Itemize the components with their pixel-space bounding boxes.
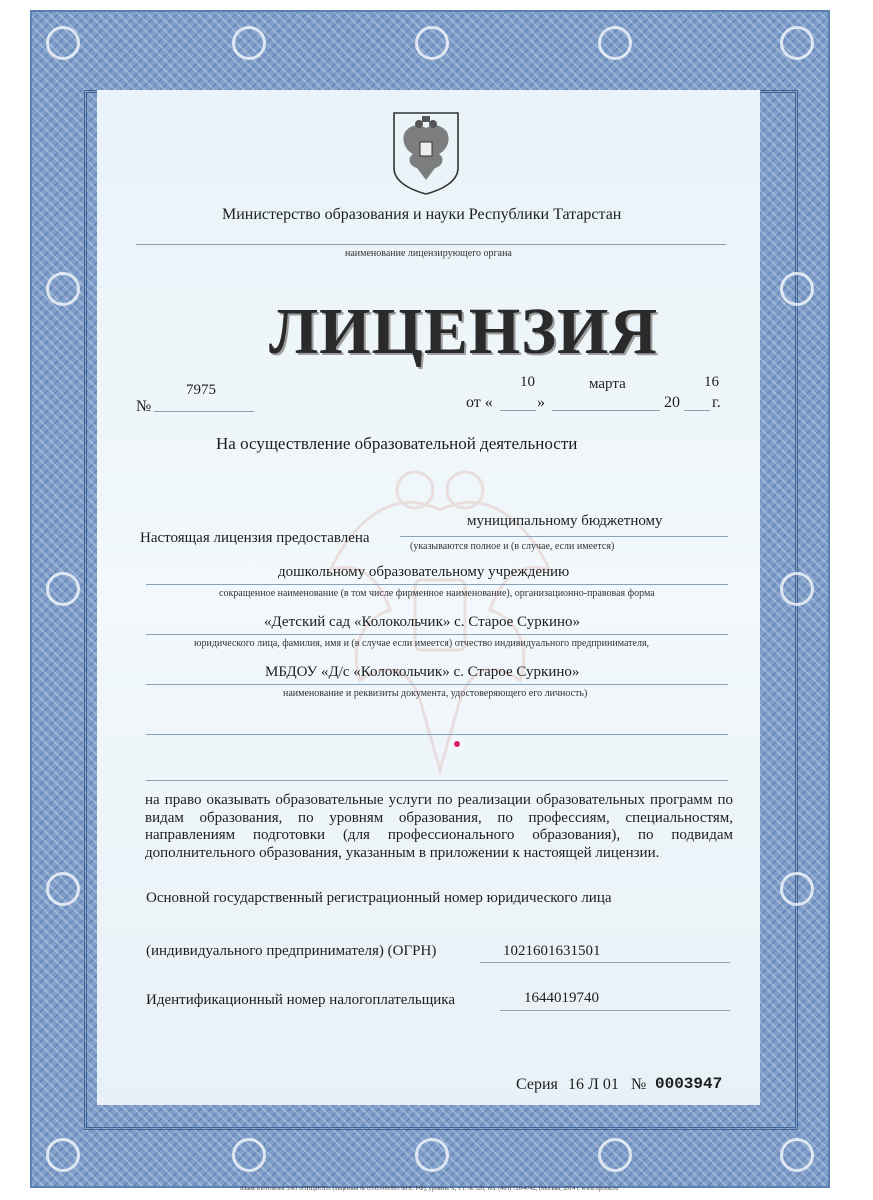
date-century: 20 <box>664 394 680 411</box>
licensee-underline-3 <box>146 634 728 635</box>
series-number: 0003947 <box>655 1075 723 1093</box>
licensee-line-1: муниципальному бюджетному <box>467 513 663 529</box>
side-ornament-icon <box>780 272 814 306</box>
rights-paragraph: на право оказывать образовательные услуги по реализации образовательных программ по видам образования, по уровням образования, по профессиям, специальностям, направлениям подготовки (для профессионального образования), по подвидам дополнительного образования, указанным в приложении к настоящей лицензии. <box>145 792 733 861</box>
date-day: 10 <box>520 374 535 390</box>
number-label: № <box>136 398 152 415</box>
side-ornament-icon <box>46 872 80 906</box>
licensee-caption-1: (указываются полное и (в случае, если имеется) <box>410 541 615 552</box>
ministry-name: Министерство образования и науки Республики Татарстан <box>222 206 622 223</box>
series-label: Серия <box>516 1076 558 1093</box>
corner-ornament-icon <box>46 26 80 60</box>
licensee-line-4: МБДОУ «Д/с «Колокольчик» с. Старое Суркино» <box>265 664 580 680</box>
inn-value: 1644019740 <box>524 990 599 1006</box>
ogrn-underline <box>480 962 730 963</box>
top-ornament-icon <box>232 26 266 60</box>
ink-dot <box>454 741 460 747</box>
inn-label: Идентификационный номер налогоплательщика <box>146 992 456 1008</box>
ministry-caption: наименование лицензирующего органа <box>345 248 512 259</box>
ogrn-label-line-2: (индивидуального предпринимателя) (ОГРН) <box>146 943 437 959</box>
side-ornament-icon <box>46 272 80 306</box>
licensee-line-2: дошкольному образовательному учреждению <box>278 564 570 580</box>
number-underline <box>154 411 254 412</box>
inn-underline <box>500 1010 730 1011</box>
series-value: 16 Л 01 <box>568 1076 619 1093</box>
bottom-ornament-icon <box>415 1138 449 1172</box>
ogrn-value: 1021601631501 <box>503 943 601 959</box>
printer-note: Бланк изготовлен ЗАО «ОПЦИОН» (лицензия № 05-05-09/003 ФНС РФ), уровень А, т. г. № 520, тел. (495) 726-4742, (Москва, 2014 г. www.opcion.ru <box>240 1186 619 1192</box>
year-underline <box>684 410 710 411</box>
licensee-caption-3: юридического лица, фамилия, имя и (в случае если имеется) отчество индивидуального предпринимателя, <box>194 638 650 649</box>
license-number: 7975 <box>186 382 216 398</box>
series-number-label: № <box>631 1076 647 1093</box>
top-ornament-icon <box>598 26 632 60</box>
side-ornament-icon <box>46 572 80 606</box>
side-ornament-icon <box>780 572 814 606</box>
year-suffix: г. <box>712 394 721 411</box>
licensee-caption-2: сокращенное наименование (в том числе фирменное наименование), организационно-правовая форма <box>219 588 655 599</box>
corner-ornament-icon <box>46 1138 80 1172</box>
licensee-caption-4: наименование и реквизиты документа, удостоверяющего его личность) <box>283 688 588 699</box>
corner-ornament-icon <box>780 26 814 60</box>
licensee-underline-4 <box>146 684 728 685</box>
ministry-underline <box>136 244 726 245</box>
date-from-label: от « <box>466 394 493 411</box>
licensee-underline-2 <box>146 584 728 585</box>
corner-ornament-icon <box>780 1138 814 1172</box>
granted-label: Настоящая лицензия предоставлена <box>140 530 370 546</box>
top-ornament-icon <box>415 26 449 60</box>
date-year: 16 <box>704 374 719 390</box>
blank-line-2 <box>146 780 728 781</box>
bottom-ornament-icon <box>232 1138 266 1172</box>
blank-line-1 <box>146 734 728 735</box>
day-underline <box>500 410 536 411</box>
licensee-line-3: «Детский сад «Колокольчик» с. Старое Суркино» <box>264 614 581 630</box>
license-subject: На осуществление образовательной деятельности <box>216 434 578 453</box>
document-title: ЛИЦЕНЗИЯ <box>269 295 659 368</box>
ogrn-label-line-1: Основной государственный регистрационный номер юридического лица <box>146 890 612 906</box>
coat-of-arms-icon <box>391 110 461 196</box>
month-underline <box>552 410 660 411</box>
licensee-underline-1 <box>400 536 728 537</box>
date-close-quote: » <box>537 394 545 411</box>
side-ornament-icon <box>780 872 814 906</box>
bottom-ornament-icon <box>598 1138 632 1172</box>
date-month: марта <box>589 376 626 392</box>
